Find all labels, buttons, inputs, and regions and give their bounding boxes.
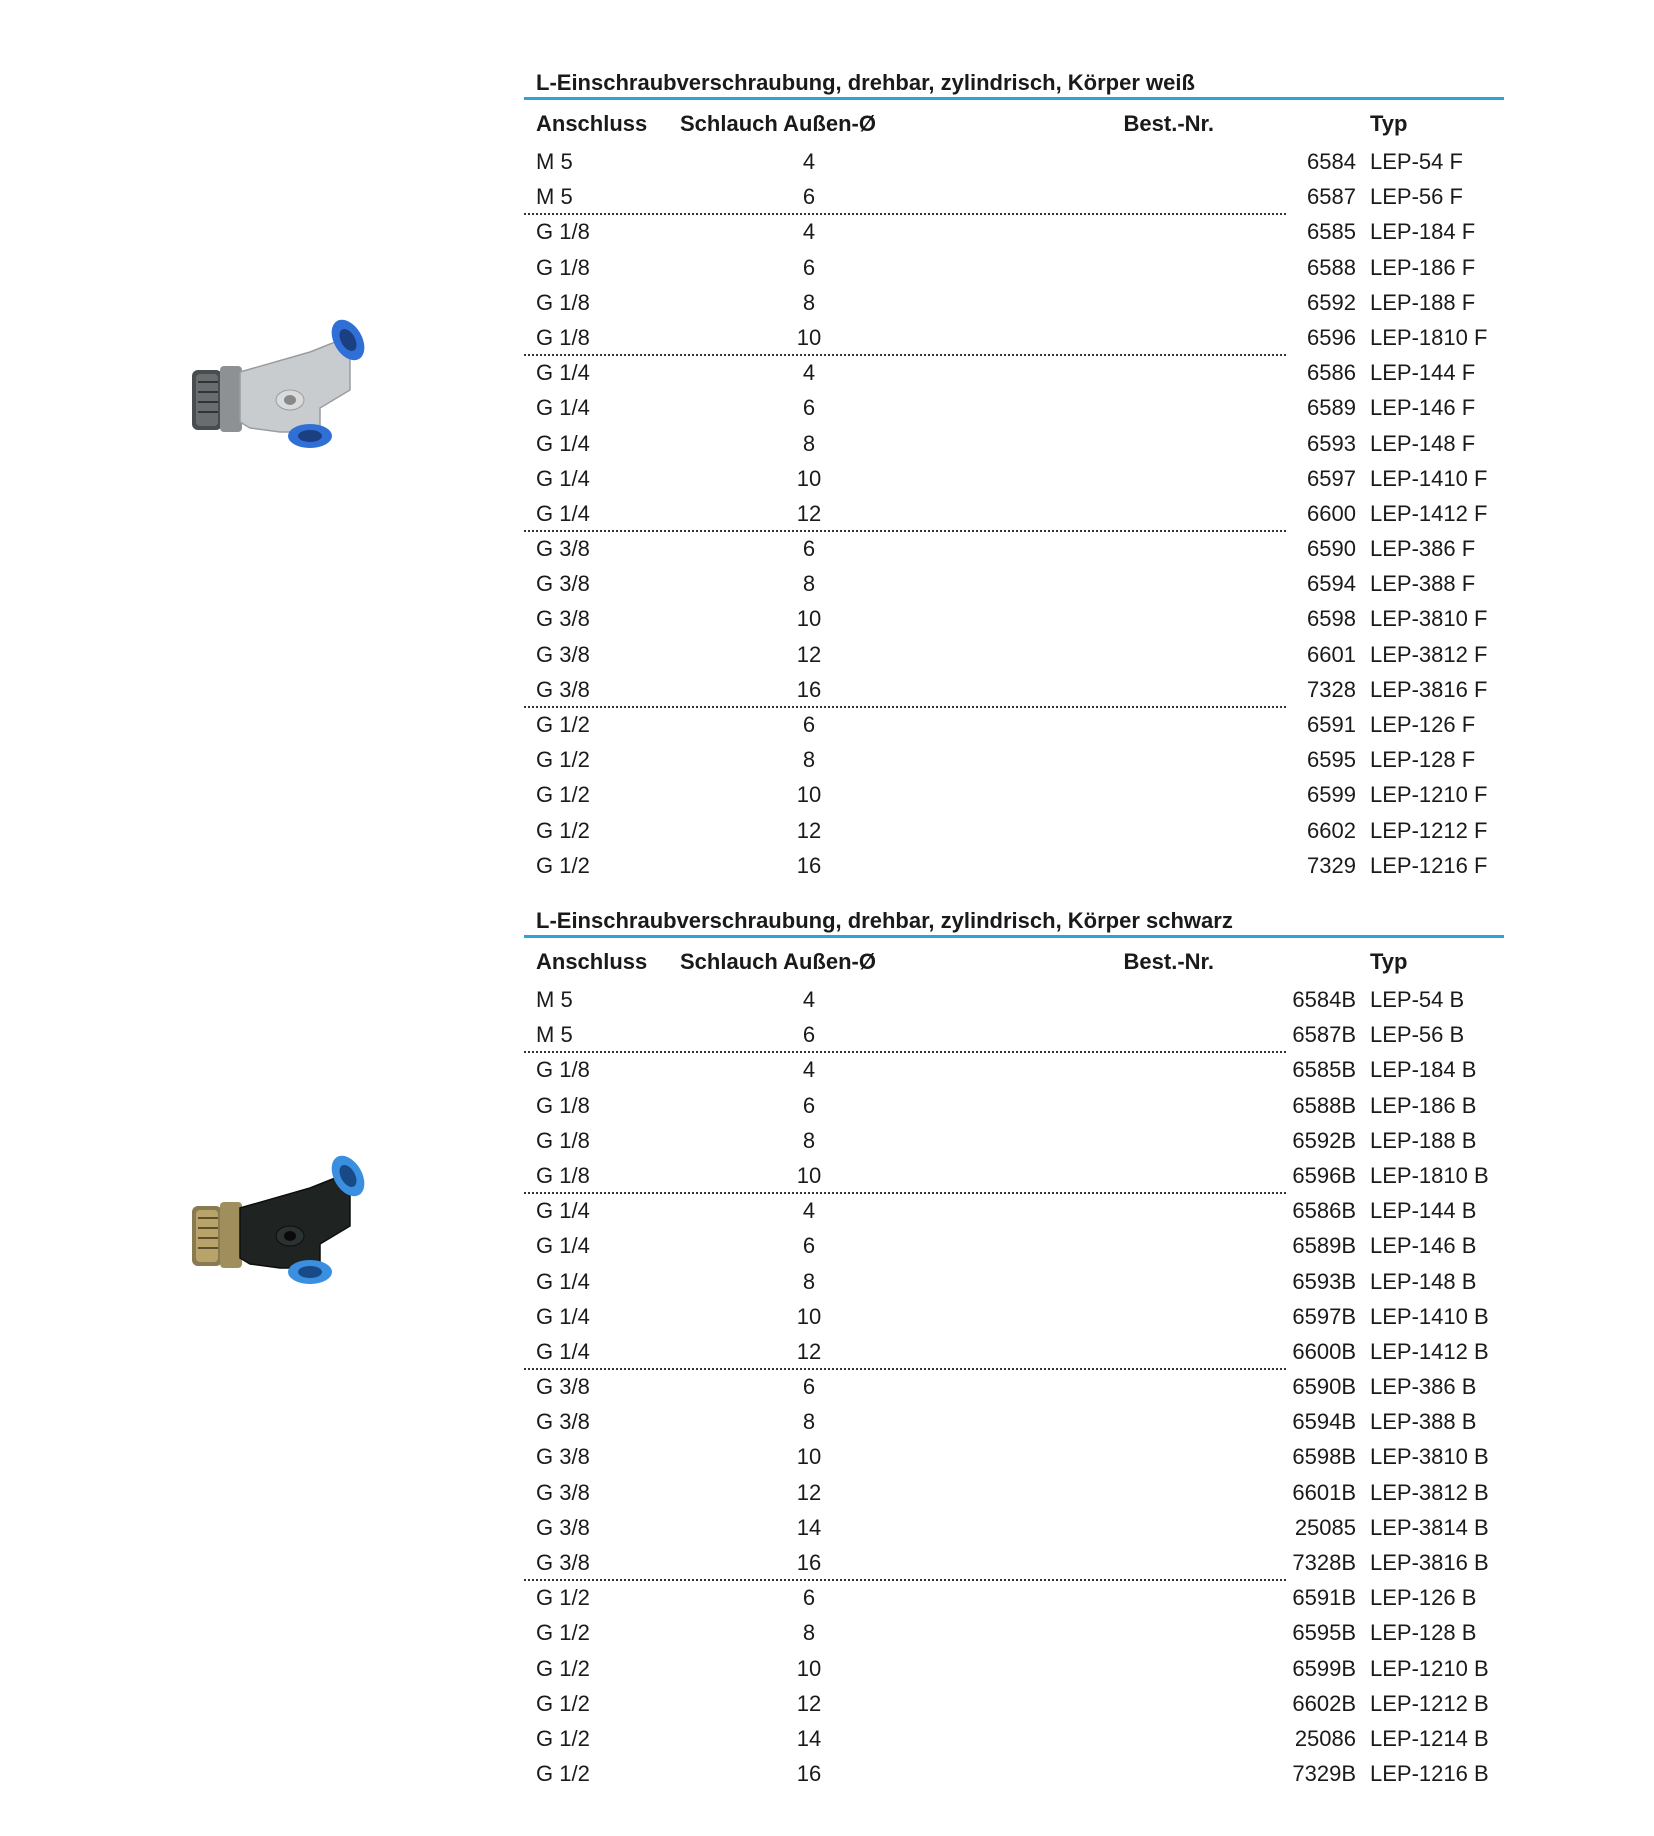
cell-typ: LEP-3812 F	[1370, 641, 1488, 667]
cell-best-nr: 6590B	[1292, 1374, 1356, 1400]
table-row	[524, 1299, 1504, 1334]
table-row	[524, 1088, 1504, 1123]
cell-schlauch: 8	[802, 571, 816, 597]
table-row	[524, 1052, 1504, 1087]
cell-anschluss: G 1/4	[536, 1233, 590, 1259]
cell-best-nr: 6586B	[1292, 1198, 1356, 1224]
table-row	[524, 1193, 1504, 1228]
cell-best-nr: 6599B	[1292, 1655, 1356, 1681]
cell-schlauch: 12	[796, 500, 822, 526]
cell-best-nr: 7329	[1307, 852, 1356, 878]
cell-best-nr: 6591	[1307, 712, 1356, 737]
cell-anschluss: G 1/2	[536, 1761, 590, 1787]
table-row	[524, 250, 1504, 285]
cell-best-nr: 6596	[1307, 324, 1356, 350]
cell-best-nr: 6585	[1307, 219, 1356, 245]
table-row	[524, 1404, 1504, 1439]
cell-typ: LEP-146 B	[1370, 1233, 1477, 1259]
cell-schlauch: 8	[802, 430, 816, 456]
cell-typ: LEP-1216 B	[1370, 1761, 1489, 1787]
cell-typ: LEP-3816 F	[1370, 676, 1488, 702]
table-row	[524, 214, 1504, 249]
cell-typ: LEP-56 F	[1370, 184, 1463, 210]
column-header-row	[524, 938, 1504, 982]
table-row	[524, 982, 1504, 1017]
cell-schlauch: 10	[796, 465, 822, 491]
cell-anschluss: G 3/8	[536, 1550, 590, 1575]
cell-schlauch: 4	[802, 219, 816, 245]
header-anschluss: Anschluss	[536, 949, 648, 974]
cell-schlauch: 4	[802, 1057, 816, 1083]
table-section-black	[524, 904, 1504, 1791]
cell-best-nr: 6587B	[1292, 1022, 1356, 1048]
table-row	[524, 285, 1504, 320]
cell-anschluss: G 1/8	[536, 1057, 590, 1083]
cell-anschluss: M 5	[536, 987, 573, 1012]
cell-best-nr: 6590	[1307, 536, 1356, 562]
cell-anschluss: G 1/8	[536, 1162, 590, 1188]
cell-anschluss: G 1/2	[536, 712, 590, 737]
cell-schlauch: 6	[802, 254, 816, 280]
table-row	[524, 1756, 1504, 1791]
cell-schlauch: 8	[802, 747, 816, 773]
cell-typ: LEP-56 B	[1370, 1022, 1465, 1048]
cell-schlauch: 10	[796, 1444, 822, 1470]
cell-best-nr: 6600	[1307, 500, 1356, 526]
table-row	[524, 1615, 1504, 1650]
cell-typ: LEP-1810 F	[1370, 324, 1488, 350]
table-row	[524, 1228, 1504, 1263]
cell-best-nr: 6584	[1307, 149, 1356, 174]
table-row	[524, 1686, 1504, 1721]
cell-anschluss: G 3/8	[536, 641, 590, 667]
cell-anschluss: G 3/8	[536, 571, 590, 597]
cell-typ: LEP-388 B	[1370, 1409, 1477, 1435]
cell-best-nr: 6594	[1307, 571, 1356, 597]
table-row	[524, 707, 1504, 742]
cell-schlauch: 16	[796, 676, 822, 702]
cell-schlauch: 8	[802, 1620, 816, 1646]
table-row	[524, 1439, 1504, 1474]
table-row	[524, 1017, 1504, 1052]
cell-anschluss: G 1/4	[536, 465, 590, 491]
table-row	[524, 813, 1504, 848]
cell-schlauch: 16	[796, 1761, 822, 1787]
table-row	[524, 848, 1504, 883]
cell-best-nr: 6597	[1307, 465, 1356, 491]
cell-anschluss: G 1/4	[536, 500, 590, 526]
cell-anschluss: G 1/2	[536, 1655, 590, 1681]
cell-best-nr: 6593	[1307, 430, 1356, 456]
cell-schlauch: 6	[802, 395, 816, 421]
table-row	[524, 672, 1504, 707]
header-best-nr: Best.-Nr.	[1123, 111, 1214, 136]
header-typ: Typ	[1370, 949, 1408, 974]
table-section-white	[524, 66, 1504, 883]
cell-anschluss: G 3/8	[536, 1409, 590, 1435]
cell-schlauch: 4	[802, 360, 816, 386]
cell-typ: LEP-1214 B	[1370, 1725, 1489, 1751]
table-row	[524, 1580, 1504, 1615]
cell-schlauch: 12	[796, 1338, 822, 1364]
cell-best-nr: 6592B	[1292, 1127, 1356, 1153]
table-row	[524, 1651, 1504, 1686]
cell-best-nr: 6586	[1307, 360, 1356, 386]
table-row	[524, 1369, 1504, 1404]
table-row	[524, 601, 1504, 636]
section-title: L-Einschraubverschraubung, drehbar, zylindrisch, Körper weiß	[524, 66, 1504, 100]
cell-best-nr: 6598	[1307, 606, 1356, 632]
cell-best-nr: 6585B	[1292, 1057, 1356, 1083]
cell-typ: LEP-1210 F	[1370, 782, 1488, 808]
table-row	[524, 531, 1504, 566]
cell-anschluss: G 1/2	[536, 852, 590, 878]
cell-typ: LEP-126 F	[1370, 712, 1476, 737]
cell-anschluss: G 1/2	[536, 747, 590, 773]
header-schlauch: Schlauch Außen-Ø	[680, 949, 876, 974]
cell-schlauch: 6	[802, 1374, 816, 1400]
cell-typ: LEP-1212 F	[1370, 817, 1488, 843]
table-body	[524, 144, 1504, 883]
table-row	[524, 1510, 1504, 1545]
cell-typ: LEP-1410 F	[1370, 465, 1488, 491]
table-row	[524, 426, 1504, 461]
header-anschluss: Anschluss	[536, 111, 648, 136]
table-row	[524, 566, 1504, 601]
cell-best-nr: 6588B	[1292, 1092, 1356, 1118]
cell-best-nr: 7329B	[1292, 1761, 1356, 1787]
cell-typ: LEP-54 F	[1370, 149, 1463, 174]
cell-best-nr: 6592	[1307, 289, 1356, 315]
table-row	[524, 742, 1504, 777]
table-row	[524, 496, 1504, 531]
cell-best-nr: 6601	[1307, 641, 1356, 667]
cell-typ: LEP-1410 B	[1370, 1303, 1489, 1329]
cell-best-nr: 6602	[1307, 817, 1356, 843]
table-row	[524, 179, 1504, 214]
cell-typ: LEP-1412 F	[1370, 500, 1488, 526]
cell-schlauch: 16	[796, 1550, 822, 1575]
cell-best-nr: 6589B	[1292, 1233, 1356, 1259]
table-row	[524, 461, 1504, 496]
cell-anschluss: G 1/2	[536, 817, 590, 843]
table-row	[524, 1721, 1504, 1756]
cell-anschluss: G 3/8	[536, 676, 590, 702]
cell-anschluss: G 1/8	[536, 254, 590, 280]
cell-schlauch: 12	[796, 817, 822, 843]
cell-schlauch: 12	[796, 641, 822, 667]
cell-anschluss: G 1/2	[536, 1690, 590, 1716]
column-header-row	[524, 100, 1504, 144]
cell-anschluss: G 1/2	[536, 782, 590, 808]
cell-best-nr: 6594B	[1292, 1409, 1356, 1435]
cell-typ: LEP-144 B	[1370, 1198, 1477, 1224]
cell-anschluss: M 5	[536, 149, 573, 174]
cell-typ: LEP-388 F	[1370, 571, 1476, 597]
cell-anschluss: G 1/4	[536, 360, 590, 386]
cell-anschluss: M 5	[536, 1022, 573, 1048]
cell-typ: LEP-188 F	[1370, 289, 1476, 315]
cell-anschluss: G 1/8	[536, 1127, 590, 1153]
cell-typ: LEP-146 F	[1370, 395, 1476, 421]
cell-schlauch: 8	[802, 1409, 816, 1435]
cell-best-nr: 6587	[1307, 184, 1356, 210]
cell-schlauch: 6	[802, 1092, 816, 1118]
cell-anschluss: G 3/8	[536, 1479, 590, 1505]
cell-best-nr: 6598B	[1292, 1444, 1356, 1470]
cell-typ: LEP-1412 B	[1370, 1338, 1489, 1364]
cell-anschluss: G 1/8	[536, 219, 590, 245]
cell-anschluss: G 3/8	[536, 536, 590, 562]
cell-typ: LEP-1212 B	[1370, 1690, 1489, 1716]
cell-best-nr: 6595B	[1292, 1620, 1356, 1646]
cell-schlauch: 10	[796, 1655, 822, 1681]
cell-schlauch: 6	[802, 184, 816, 210]
cell-schlauch: 12	[796, 1479, 822, 1505]
cell-anschluss: G 3/8	[536, 1374, 590, 1400]
cell-typ: LEP-3816 B	[1370, 1550, 1489, 1575]
cell-schlauch: 6	[802, 536, 816, 562]
cell-schlauch: 16	[796, 852, 822, 878]
cell-schlauch: 4	[802, 987, 816, 1012]
cell-typ: LEP-128 F	[1370, 747, 1476, 773]
cell-anschluss: G 1/8	[536, 1092, 590, 1118]
cell-schlauch: 4	[802, 149, 816, 174]
cell-best-nr: 6600B	[1292, 1338, 1356, 1364]
cell-typ: LEP-1210 B	[1370, 1655, 1489, 1681]
cell-best-nr: 6593B	[1292, 1268, 1356, 1294]
cell-typ: LEP-1810 B	[1370, 1162, 1489, 1188]
table-row	[524, 320, 1504, 355]
cell-schlauch: 10	[796, 1303, 822, 1329]
cell-typ: LEP-148 F	[1370, 430, 1476, 456]
cell-typ: LEP-144 F	[1370, 360, 1476, 386]
cell-schlauch: 10	[796, 606, 822, 632]
cell-typ: LEP-386 F	[1370, 536, 1476, 562]
cell-typ: LEP-148 B	[1370, 1268, 1477, 1294]
cell-typ: LEP-184 F	[1370, 219, 1476, 245]
cell-schlauch: 12	[796, 1690, 822, 1716]
cell-anschluss: G 1/4	[536, 430, 590, 456]
cell-anschluss: G 3/8	[536, 606, 590, 632]
cell-schlauch: 6	[802, 1585, 816, 1611]
cell-typ: LEP-3814 B	[1370, 1514, 1489, 1540]
cell-anschluss: G 1/2	[536, 1725, 590, 1751]
table-row	[524, 637, 1504, 672]
cell-typ: LEP-386 B	[1370, 1374, 1477, 1400]
cell-anschluss: G 1/4	[536, 1268, 590, 1294]
cell-best-nr: 6602B	[1292, 1690, 1356, 1716]
cell-schlauch: 10	[796, 1162, 822, 1188]
cell-schlauch: 8	[802, 1268, 816, 1294]
cell-best-nr: 6588	[1307, 254, 1356, 280]
section-title: L-Einschraubverschraubung, drehbar, zylindrisch, Körper schwarz	[524, 904, 1504, 938]
table-row	[524, 355, 1504, 390]
cell-anschluss: G 1/4	[536, 1198, 590, 1224]
table-row	[524, 1264, 1504, 1299]
cell-best-nr: 6589	[1307, 395, 1356, 421]
cell-anschluss: G 1/8	[536, 324, 590, 350]
table-row	[524, 144, 1504, 179]
cell-best-nr: 25085	[1294, 1514, 1356, 1540]
cell-best-nr: 25086	[1294, 1725, 1356, 1751]
cell-typ: LEP-1216 F	[1370, 852, 1488, 878]
header-schlauch: Schlauch Außen-Ø	[680, 111, 876, 136]
cell-typ: LEP-128 B	[1370, 1620, 1477, 1646]
header-best-nr: Best.-Nr.	[1123, 949, 1214, 974]
cell-anschluss: M 5	[536, 184, 573, 210]
black-fitting-image	[190, 1148, 380, 1288]
cell-anschluss: G 1/4	[536, 395, 590, 421]
cell-typ: LEP-3812 B	[1370, 1479, 1489, 1505]
cell-anschluss: G 1/2	[536, 1620, 590, 1646]
table-row	[524, 390, 1504, 425]
cell-best-nr: 6595	[1307, 747, 1356, 773]
cell-best-nr: 6591B	[1292, 1585, 1356, 1611]
cell-schlauch: 14	[796, 1725, 822, 1751]
cell-best-nr: 6596B	[1292, 1162, 1356, 1188]
table-body	[524, 982, 1504, 1791]
table-row	[524, 1123, 1504, 1158]
cell-best-nr: 6599	[1307, 782, 1356, 808]
table-row	[524, 1158, 1504, 1193]
cell-schlauch: 4	[802, 1198, 816, 1224]
cell-schlauch: 10	[796, 782, 822, 808]
cell-anschluss: G 1/4	[536, 1338, 590, 1364]
cell-best-nr: 7328B	[1292, 1550, 1356, 1575]
cell-typ: LEP-188 B	[1370, 1127, 1477, 1153]
cell-anschluss: G 3/8	[536, 1514, 590, 1540]
cell-schlauch: 6	[802, 1022, 816, 1048]
cell-typ: LEP-186 B	[1370, 1092, 1477, 1118]
cell-typ: LEP-54 B	[1370, 987, 1465, 1012]
cell-anschluss: G 1/4	[536, 1303, 590, 1329]
cell-anschluss: G 1/8	[536, 289, 590, 315]
header-typ: Typ	[1370, 111, 1408, 136]
table-row	[524, 1475, 1504, 1510]
cell-typ: LEP-184 B	[1370, 1057, 1477, 1083]
cell-best-nr: 7328	[1307, 676, 1356, 702]
cell-typ: LEP-3810 B	[1370, 1444, 1489, 1470]
cell-schlauch: 8	[802, 1127, 816, 1153]
table-row	[524, 1334, 1504, 1369]
cell-anschluss: G 1/2	[536, 1585, 590, 1611]
cell-schlauch: 8	[802, 289, 816, 315]
cell-schlauch: 6	[802, 1233, 816, 1259]
cell-typ: LEP-126 B	[1370, 1585, 1477, 1611]
cell-best-nr: 6601B	[1292, 1479, 1356, 1505]
cell-anschluss: G 3/8	[536, 1444, 590, 1470]
cell-schlauch: 14	[796, 1514, 822, 1540]
cell-best-nr: 6584B	[1292, 987, 1356, 1012]
cell-schlauch: 10	[796, 324, 822, 350]
cell-typ: LEP-186 F	[1370, 254, 1476, 280]
cell-best-nr: 6597B	[1292, 1303, 1356, 1329]
cell-schlauch: 6	[802, 712, 816, 737]
table-row	[524, 777, 1504, 812]
white-fitting-image	[190, 312, 380, 452]
cell-typ: LEP-3810 F	[1370, 606, 1488, 632]
table-row	[524, 1545, 1504, 1580]
